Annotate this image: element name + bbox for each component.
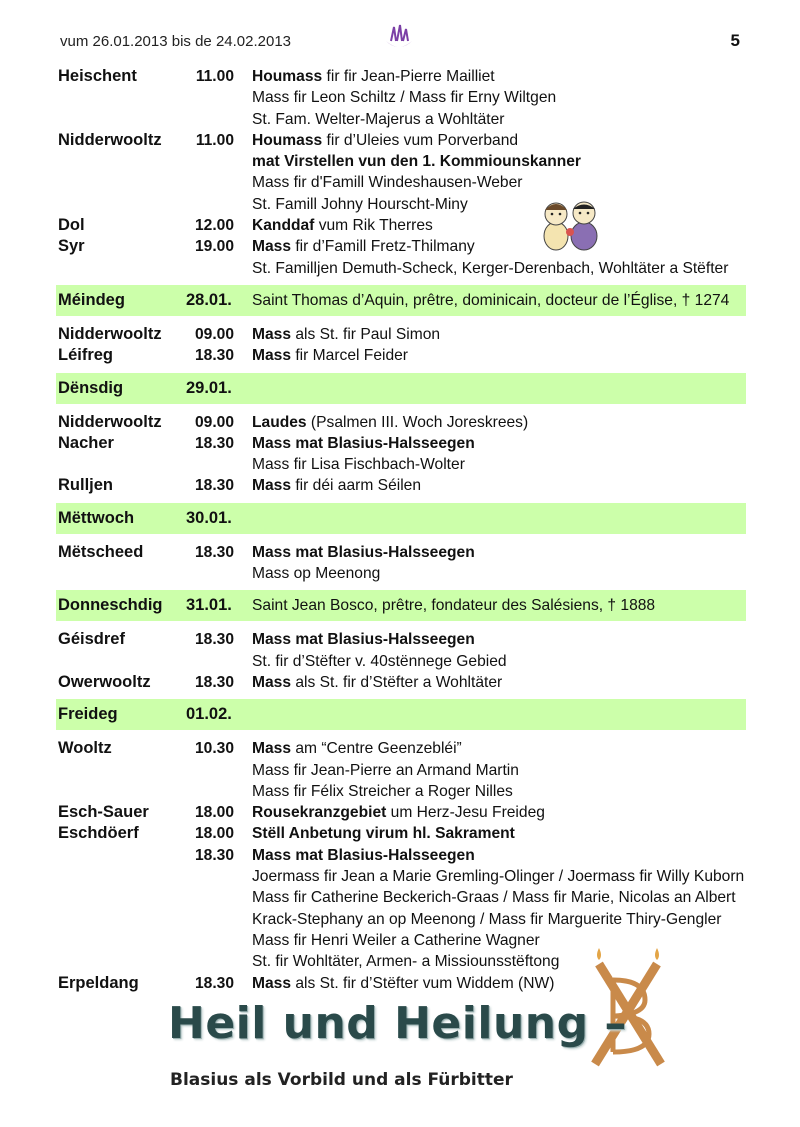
service-detail: fir d’Uleies vum Porverband — [322, 131, 519, 149]
service-description — [252, 475, 421, 496]
place-name: Nidderwooltz — [58, 324, 162, 343]
schedule-row — [56, 781, 746, 802]
service-detail: Mass fir Félix Streicher a Roger Nilles — [252, 782, 513, 800]
service-description — [252, 973, 554, 994]
banner-subtitle: Blasius als Vorbild und als Fürbitter — [170, 1070, 513, 1090]
entry-group — [56, 324, 746, 367]
schedule-row — [56, 236, 746, 257]
schedule-list — [56, 66, 746, 1000]
place-name: Erpeldang — [58, 973, 139, 992]
service-type: Mass — [252, 347, 292, 365]
service-detail: St. fir Wohltäter, Armen- a Missiounsstëftong — [252, 953, 560, 971]
schedule-row — [56, 887, 746, 908]
schedule-row — [56, 909, 746, 930]
service-type: Laudes — [252, 413, 307, 431]
service-detail: fir Marcel Feider — [291, 347, 408, 365]
schedule-row — [56, 651, 746, 672]
place-name: Owerwooltz — [58, 672, 151, 691]
schedule-row — [56, 802, 746, 823]
service-description — [252, 412, 528, 433]
service-time: 09.00 — [194, 325, 234, 343]
service-description — [252, 130, 518, 151]
place-name: Eschdöerf — [58, 824, 139, 843]
service-description — [252, 866, 744, 887]
day-saint: Saint Thomas d’Aquin, prêtre, dominicain, docteur de l’Église, † 1274 — [252, 291, 730, 309]
service-description — [252, 887, 736, 908]
service-description — [252, 629, 475, 650]
schedule-row — [56, 672, 746, 693]
service-description — [252, 563, 380, 584]
service-type: Mass — [252, 238, 292, 256]
day-name: Donneschdig — [58, 596, 163, 615]
place-name: Rulljen — [58, 476, 114, 495]
service-time: 09.00 — [194, 413, 234, 431]
schedule-row — [56, 738, 746, 759]
service-time: 19.00 — [194, 238, 234, 256]
service-description — [252, 760, 519, 781]
place-name: Dol — [58, 216, 85, 235]
day-saint: Saint Jean Bosco, prêtre, fondateur des Salésiens, † 1888 — [252, 597, 656, 615]
day-date: 28.01. — [186, 290, 232, 309]
service-time: 18.00 — [194, 804, 234, 822]
schedule-row — [56, 412, 746, 433]
schedule-row — [56, 823, 746, 844]
parish-logo-icon — [382, 21, 416, 60]
service-description — [252, 542, 475, 563]
day-date: 01.02. — [186, 705, 232, 724]
communion-children-icon — [538, 196, 606, 257]
place-name: Géisdref — [58, 630, 125, 649]
date-range: vum 26.01.2013 bis de 24.02.2013 — [60, 33, 292, 50]
place-name: Heischent — [58, 67, 137, 85]
schedule-row — [56, 172, 746, 193]
place-name: Nacher — [58, 433, 114, 452]
place-name: Léifreg — [58, 346, 114, 365]
service-time: 11.00 — [195, 68, 234, 85]
service-type: Mass mat Blasius-Halsseegen — [252, 631, 475, 649]
service-type: Mass mat Blasius-Halsseegen — [252, 543, 475, 561]
service-detail: Mass fir Henri Weiler a Catherine Wagner — [252, 931, 540, 949]
day-header — [56, 285, 746, 316]
service-description — [252, 215, 433, 236]
service-description — [252, 258, 728, 279]
service-detail: Joermass fir Jean a Marie Gremling-Olinger / Joermass fir Willy Kuborn — [252, 868, 745, 886]
place-name: Nidderwooltz — [58, 412, 162, 431]
service-detail: St. Famill Johny Hourscht-Miny — [252, 195, 468, 213]
schedule-row — [56, 629, 746, 650]
service-time: 18.30 — [194, 631, 234, 649]
schedule-row — [56, 87, 746, 108]
service-detail: vum Rik Therres — [314, 217, 433, 235]
service-type: Mass mat Blasius-Halsseegen — [252, 434, 475, 452]
schedule-row — [56, 433, 746, 454]
day-name: Mëttwoch — [58, 508, 135, 527]
schedule-row — [56, 130, 746, 151]
service-description — [252, 151, 581, 172]
service-time: 18.30 — [194, 347, 234, 365]
day-header — [56, 373, 746, 404]
day-name: Dënsdig — [58, 378, 124, 397]
service-description — [252, 781, 513, 802]
schedule-row — [56, 345, 746, 366]
service-description — [252, 909, 721, 930]
service-detail: am “Centre Geenzebléi” — [291, 740, 462, 758]
schedule-row — [56, 66, 746, 87]
service-type: mat Virstellen vun den 1. Kommiounskanner — [252, 153, 581, 171]
service-description — [252, 87, 556, 108]
schedule-row — [56, 151, 746, 172]
service-description — [252, 651, 507, 672]
service-description — [252, 454, 465, 475]
schedule-row — [56, 866, 746, 887]
service-description — [252, 236, 475, 257]
schedule-row — [56, 324, 746, 345]
service-detail: Mass fir Jean-Pierre an Armand Martin — [252, 761, 519, 779]
service-time: 18.30 — [194, 477, 234, 495]
service-time: 18.30 — [194, 846, 234, 864]
banner-title: Heil und Heilung – — [168, 998, 627, 1049]
place-name: Mëtscheed — [58, 542, 144, 561]
page-number: 5 — [730, 31, 740, 50]
service-time: 18.00 — [194, 825, 234, 843]
service-description — [252, 66, 495, 87]
service-description — [252, 823, 515, 844]
page-header — [60, 31, 740, 55]
service-time: 11.00 — [195, 131, 234, 149]
service-type: Houmass — [252, 68, 323, 85]
day-header — [56, 699, 746, 730]
service-type: Mass — [252, 477, 292, 495]
service-description — [252, 951, 559, 972]
service-detail: als St. fir d’Stëfter vum Widdem (NW) — [291, 974, 555, 992]
day-header — [56, 590, 746, 621]
service-detail: Mass fir d'Famill Windeshausen-Weber — [252, 174, 523, 192]
service-description — [252, 930, 540, 951]
place-name: Syr — [58, 237, 85, 256]
service-description — [252, 802, 545, 823]
day-header — [56, 503, 746, 534]
service-detail: Mass op Meenong — [252, 565, 381, 583]
day-name: Freideg — [58, 705, 118, 724]
schedule-row — [56, 194, 746, 215]
place-name: Nidderwooltz — [58, 130, 162, 149]
day-name: Méindeg — [58, 290, 125, 309]
service-detail: fir déi aarm Séilen — [291, 477, 422, 495]
service-time: 10.30 — [194, 740, 234, 758]
service-time: 18.30 — [194, 673, 234, 691]
schedule-row — [56, 258, 746, 279]
service-detail: als St. fir Paul Simon — [291, 325, 441, 343]
service-type: Mass mat Blasius-Halsseegen — [252, 846, 475, 864]
entry-group — [56, 412, 746, 497]
service-description — [252, 845, 475, 866]
service-type: Mass — [252, 740, 292, 758]
service-detail: um Herz-Jesu Freideg — [386, 804, 545, 822]
service-description — [252, 345, 408, 366]
service-time: 18.30 — [194, 974, 234, 992]
service-type: Stëll Anbetung virum hl. Sakrament — [252, 825, 515, 843]
service-type: Mass — [252, 673, 292, 691]
service-detail: Mass fir Leon Schiltz / Mass fir Erny Wiltgen — [252, 89, 557, 107]
entry-group — [56, 629, 746, 693]
service-type: Mass — [252, 325, 292, 343]
service-description — [252, 194, 468, 215]
service-type: Mass — [252, 974, 292, 992]
service-type: Houmass — [252, 131, 323, 149]
service-description — [252, 738, 462, 759]
schedule-row — [56, 563, 746, 584]
service-detail: St. Familljen Demuth-Scheck, Kerger-Derenbach, Wohltäter a Stëfter — [252, 259, 729, 277]
service-detail: Mass fir Lisa Fischbach-Wolter — [252, 456, 465, 474]
service-description — [252, 433, 475, 454]
service-detail: St. fir d’Stëfter v. 40stënnege Gebied — [252, 652, 507, 670]
service-detail: St. Fam. Welter-Majerus a Wohltäter — [252, 110, 505, 128]
service-description — [252, 109, 504, 130]
service-description — [252, 172, 522, 193]
service-type: Kanddaf — [252, 217, 315, 235]
schedule-row — [56, 542, 746, 563]
schedule-row — [56, 109, 746, 130]
service-detail: (Psalmen III. Woch Joreskrees) — [306, 413, 529, 431]
day-date: 31.01. — [186, 596, 232, 615]
schedule-row — [56, 475, 746, 496]
service-detail: Mass fir Catherine Beckerich-Graas / Mass fir Marie, Nicolas an Albert — [252, 889, 736, 907]
service-detail: fir d’Famill Fretz-Thilmany — [291, 238, 475, 256]
day-date: 30.01. — [186, 508, 232, 527]
place-name: Esch-Sauer — [58, 803, 149, 822]
service-time: 18.30 — [194, 543, 234, 561]
schedule-row — [56, 215, 746, 236]
day-date: 29.01. — [186, 378, 232, 397]
service-detail: als St. fir d’Stëfter a Wohltäter — [291, 673, 503, 691]
entry-group — [56, 542, 746, 585]
service-type: Rousekranzgebiet — [252, 804, 387, 822]
service-description — [252, 324, 440, 345]
service-description — [252, 672, 502, 693]
schedule-row — [56, 760, 746, 781]
service-time: 18.30 — [194, 434, 234, 452]
service-time: 12.00 — [194, 217, 234, 235]
place-name: Wooltz — [58, 739, 112, 758]
service-detail: fir fir Jean-Pierre Mailliet — [322, 68, 495, 85]
schedule-row — [56, 454, 746, 475]
service-detail: Krack-Stephany an op Meenong / Mass fir Marguerite Thiry-Gengler — [252, 910, 722, 928]
entry-group — [56, 66, 746, 279]
schedule-row — [56, 845, 746, 866]
